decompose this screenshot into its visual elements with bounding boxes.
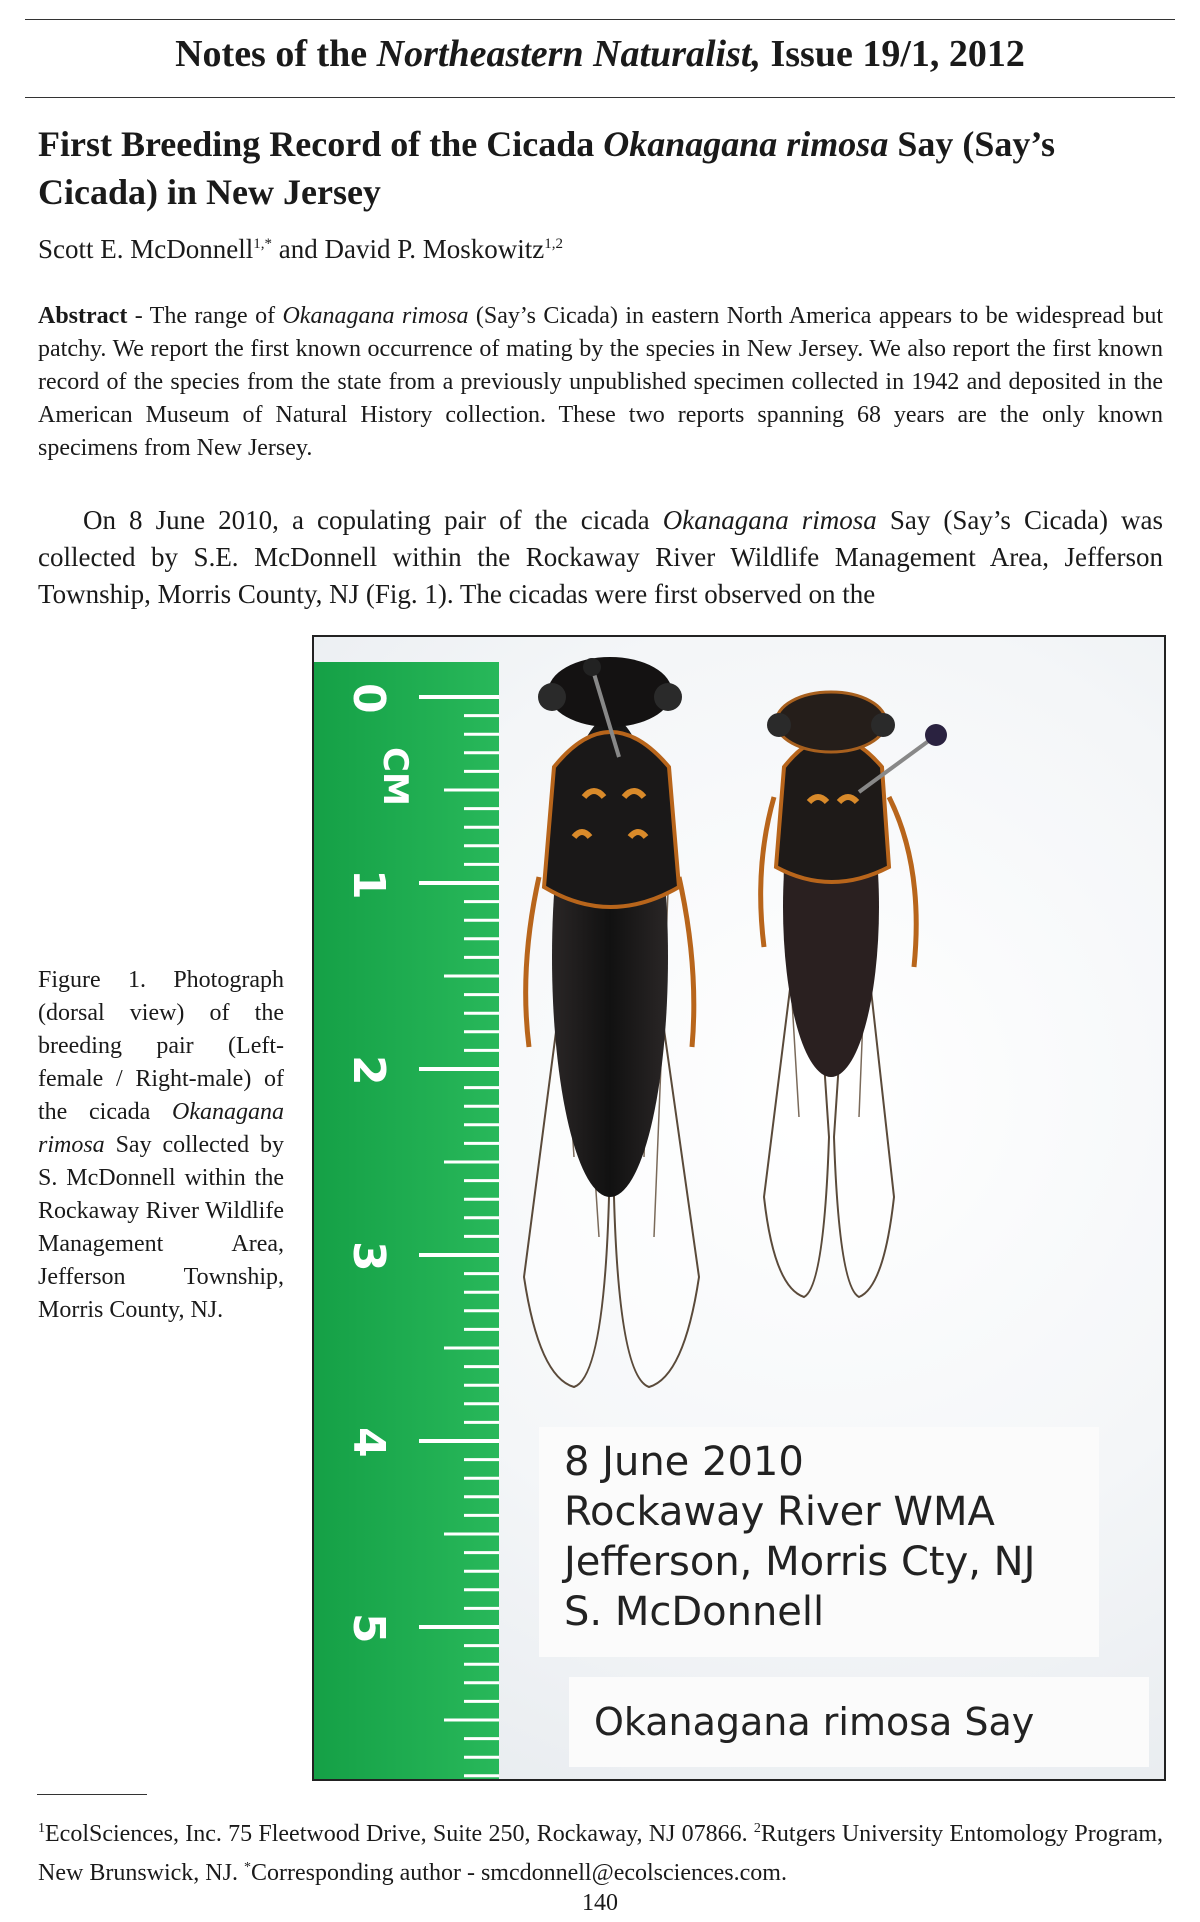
- caption-start: Figure 1. Photograph (dorsal view) of the breeding pair (Left-female / Right-male) of the cicada: [38, 967, 284, 1125]
- ruler-number: 3: [343, 1241, 394, 1272]
- ruler: [314, 662, 499, 1779]
- author-line: [38, 234, 563, 265]
- page-number: 140: [582, 1890, 618, 1916]
- specimen-photo-svg: [314, 637, 1164, 1779]
- ruler-body: [314, 662, 499, 1779]
- ruler-number: 4: [343, 1427, 394, 1458]
- footnote-rule: [37, 1794, 147, 1795]
- journal-header: [0, 32, 1200, 76]
- label-collector: S. McDonnell: [564, 1589, 825, 1635]
- ruler-number: 0: [343, 683, 394, 714]
- female-cicada: [524, 657, 699, 1387]
- header-bottom-rule: [25, 97, 1175, 98]
- body-species: Okanagana rimosa: [662, 505, 877, 535]
- abstract-label: Abstract: [38, 303, 128, 329]
- title-species: Okanagana rimosa: [603, 124, 889, 164]
- footnote-corresponding: Corresponding author - smcdonnell@ecolsciences.com.: [250, 1860, 787, 1886]
- author-2: and David P. Moskowitz: [271, 234, 545, 264]
- label-location: Rockaway River WMA: [564, 1489, 995, 1535]
- article-title: [38, 120, 1168, 216]
- body-start: On 8 June 2010, a copulating pair of the cicada: [83, 505, 663, 535]
- footnote-sup-3: *: [243, 1860, 251, 1875]
- journal-prefix: Notes of the: [175, 33, 377, 75]
- figure-caption: [38, 964, 284, 1327]
- footnote-sup-2: 2: [753, 1821, 761, 1836]
- label-species: Okanagana rimosa Say: [594, 1700, 1035, 1744]
- body-end: Say (Say’s Cicada) was collected by S.E. McDonnell within the Rockaway River Wildlife Management Area, Jefferson Township, Morris County, NJ (Fig. 1). The cicadas were first observed on the: [38, 505, 1163, 609]
- journal-name: Northeastern Naturalist,: [376, 33, 761, 75]
- journal-issue: Issue 19/1, 2012: [760, 33, 1025, 75]
- footnote-affil-2: Rutgers University Entomology Program, New Brunswick, NJ.: [38, 1821, 1164, 1886]
- specimen-label-card: [539, 1427, 1099, 1657]
- label-date: 8 June 2010: [564, 1439, 804, 1485]
- footnote-sup-1: 1: [38, 1821, 45, 1836]
- title-part1: First Breeding Record of the Cicada: [38, 124, 604, 164]
- author-1: Scott E. McDonnell: [38, 234, 254, 264]
- abstract: [38, 300, 1163, 465]
- figure-photograph: [312, 635, 1166, 1781]
- ruler-number: 2: [343, 1055, 394, 1086]
- abstract-text: (Say’s Cicada) in eastern North America appears to be widespread but patchy. We report the first known occurrence of mating by the species in New Jersey. We also report the first known record of the species from the state from a previously unpublished specimen collected in 1942 and deposited in the American Museum of Natural History collection. These two reports spanning 68 years are the only known specimens from New Jersey.: [38, 303, 1163, 461]
- species-label-card: [569, 1677, 1149, 1767]
- caption-end: Say collected by S. McDonnell within the Rockaway River Wildlife Management Area, Jefferson Township, Morris County, NJ.: [38, 1132, 284, 1323]
- ruler-unit-label: CM: [375, 747, 415, 806]
- ruler-number: 1: [343, 869, 394, 900]
- header-top-rule: [25, 19, 1175, 20]
- caption-species: Okanagana rimosa: [38, 1099, 284, 1158]
- body-paragraph: [38, 502, 1163, 613]
- abstract-dash: - The range of: [127, 303, 283, 329]
- ruler-number: 5: [343, 1613, 394, 1644]
- author-1-affiliation: 1,*: [253, 236, 272, 252]
- label-county: Jefferson, Morris Cty, NJ: [564, 1539, 1036, 1585]
- footnote: [38, 1812, 1163, 1890]
- footnote-affil-1: EcolSciences, Inc. 75 Fleetwood Drive, Suite 250, Rockaway, NJ 07866.: [45, 1821, 754, 1847]
- male-cicada: [761, 692, 947, 1297]
- abstract-species: Okanagana rimosa: [282, 303, 469, 329]
- title-part2: Say (Say’s Cicada) in New Jersey: [38, 124, 1056, 212]
- author-2-affiliation: 1,2: [544, 236, 563, 252]
